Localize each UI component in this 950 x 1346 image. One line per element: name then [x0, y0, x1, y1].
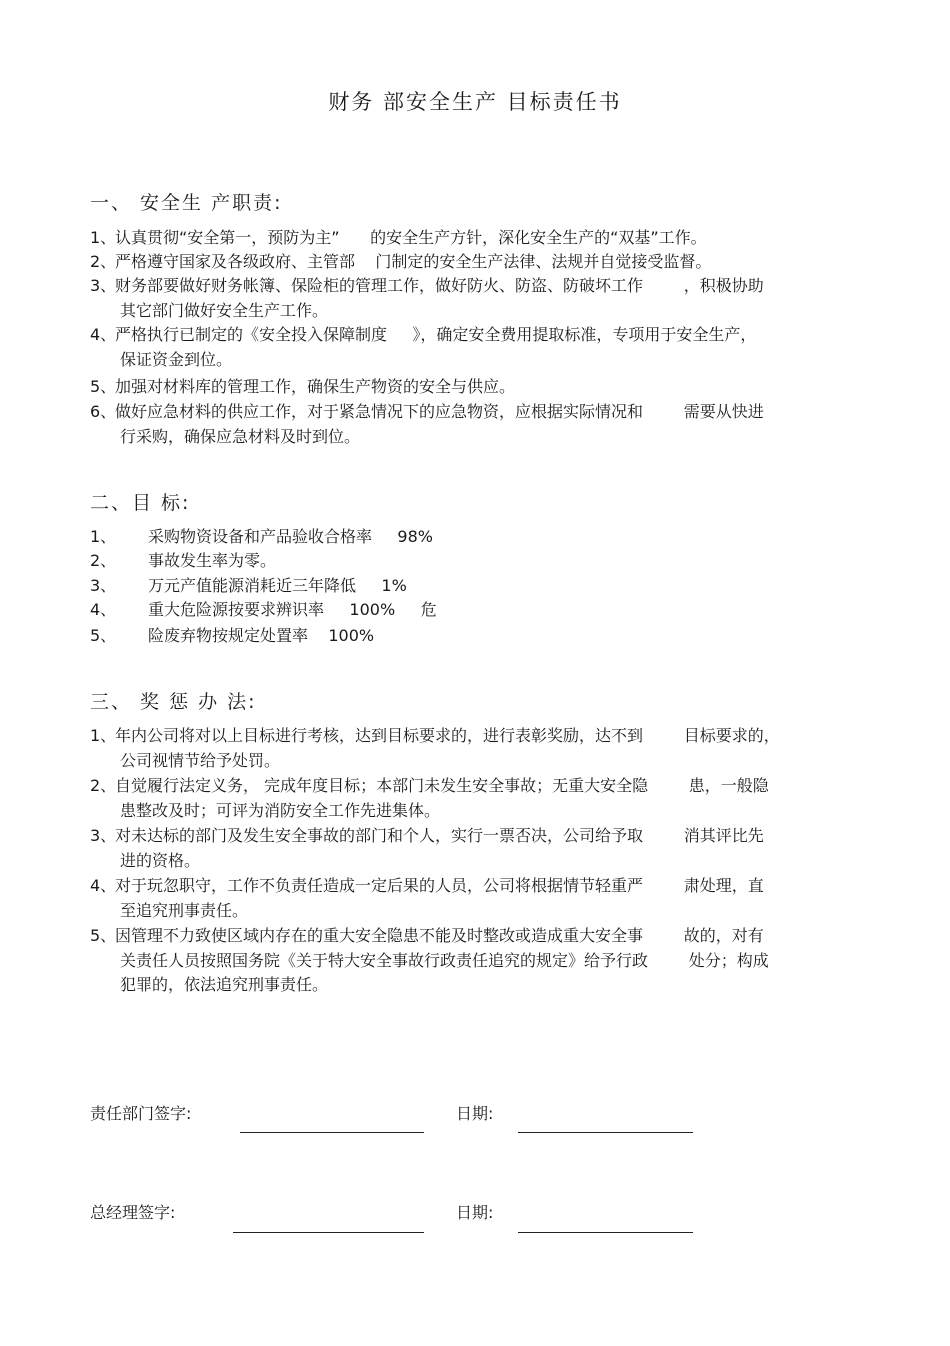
section-heading-rewards-penalties: 三、 奖 惩 办 法:	[90, 691, 257, 713]
date-line	[518, 1232, 693, 1233]
item-number: 6、	[90, 402, 117, 421]
responsibility-item	[90, 375, 860, 400]
goal-text: 采购物资设备和产品验收合格率 98%	[148, 527, 433, 546]
item-text: 对未达标的部门及发生安全事故的部门和个人，实行一票否决，公司给予取 消其评比先	[115, 826, 764, 845]
item-text-continuation: 犯罪的，依法追究刑事责任。	[120, 975, 329, 994]
date-label: 日期:	[456, 1104, 494, 1123]
item-number: 5、	[90, 926, 117, 945]
goal-text: 重大危险源按要求辨识率 100% 危	[148, 600, 437, 619]
responsibility-item	[90, 226, 860, 251]
item-text-continuation: 公司视情节给予处罚。	[120, 750, 281, 770]
goal-number: 5、	[90, 626, 117, 645]
item-text-continuation: 关责任人员按照国务院《关于特大安全事故行政责任追究的规定》给予行政 处分；构成	[120, 950, 769, 970]
goal-number: 1、	[90, 527, 117, 546]
item-text: 年内公司将对以上目标进行考核，达到目标要求的，进行表彰奖励，达不到 目标要求的，	[115, 726, 780, 745]
item-number: 2、	[90, 252, 117, 271]
item-text: 严格遵守国家及各级政府、主管部 门制定的安全生产法律、法规并自觉接受监督。	[115, 252, 712, 271]
item-number: 2、	[90, 776, 117, 795]
dept-signature-line	[240, 1132, 424, 1133]
reward-penalty-item	[90, 824, 860, 873]
item-text: 对于玩忽职守，工作不负责任造成一定后果的人员，公司将根据情节轻重严 肃处理，直	[115, 876, 764, 895]
responsibility-item	[90, 250, 860, 275]
responsibility-item	[90, 274, 860, 323]
dept-signature-label: 责任部门签字:	[90, 1104, 192, 1123]
goal-number: 4、	[90, 600, 117, 619]
reward-penalty-item	[90, 874, 860, 923]
item-text: 做好应急材料的供应工作，对于紧急情况下的应急物资，应根据实际情况和 需要从快进	[115, 402, 764, 421]
item-text-continuation: 患整改及时；可评为消防安全工作先进集体。	[120, 800, 441, 820]
item-number: 1、	[90, 228, 117, 247]
goal-text: 万元产值能源消耗近三年降低 1%	[148, 576, 407, 595]
item-number: 4、	[90, 325, 117, 344]
gm-signature-line	[233, 1232, 424, 1233]
date-label: 日期:	[456, 1203, 494, 1222]
responsibility-item	[90, 400, 860, 449]
reward-penalty-item	[90, 774, 860, 823]
item-text-continuation: 至追究刑事责任。	[120, 900, 249, 920]
item-number: 3、	[90, 826, 117, 845]
item-text: 严格执行已制定的《安全投入保障制度 》，确定安全费用提取标准，专项用于安全生产，	[115, 325, 757, 344]
reward-penalty-item	[90, 724, 860, 773]
item-text-continuation: 其它部门做好安全生产工作。	[120, 300, 329, 320]
item-text: 加强对材料库的管理工作，确保生产物资的安全与供应。	[115, 377, 516, 396]
section-heading-responsibilities: 一、 安全生 产职责:	[90, 192, 283, 214]
item-text-continuation: 行采购，确保应急材料及时到位。	[120, 426, 361, 446]
item-number: 5、	[90, 377, 117, 396]
responsibility-item	[90, 323, 860, 372]
document-title: 财务 部安全生产 目标责任书	[328, 90, 622, 114]
reward-penalty-item	[90, 924, 860, 998]
section-heading-goals: 二、目 标:	[90, 492, 191, 514]
item-number: 4、	[90, 876, 117, 895]
item-text: 财务部要做好财务帐簿、保险柜的管理工作，做好防火、防盗、防破坏工作 ，积极协助	[115, 276, 764, 295]
item-text-continuation: 保证资金到位。	[120, 349, 233, 369]
item-number: 3、	[90, 276, 117, 295]
goal-text: 险废弃物按规定处置率 100%	[148, 626, 375, 645]
item-text: 自觉履行法定义务， 完成年度目标；本部门未发生安全事故；无重大安全隐 患，一般隐	[115, 776, 769, 795]
item-text: 认真贯彻“安全第一，预防为主” 的安全生产方针，深化安全生产的“双基”工作。	[115, 228, 707, 247]
goal-text: 事故发生率为零。	[148, 551, 277, 570]
item-text: 因管理不力致使区域内存在的重大安全隐患不能及时整改或造成重大安全事 故的，对有	[115, 926, 764, 945]
item-number: 1、	[90, 726, 117, 745]
goal-number: 3、	[90, 576, 117, 595]
goal-number: 2、	[90, 551, 117, 570]
gm-signature-label: 总经理签字:	[90, 1203, 176, 1222]
item-text-continuation: 进的资格。	[120, 850, 201, 870]
date-line	[518, 1132, 693, 1133]
